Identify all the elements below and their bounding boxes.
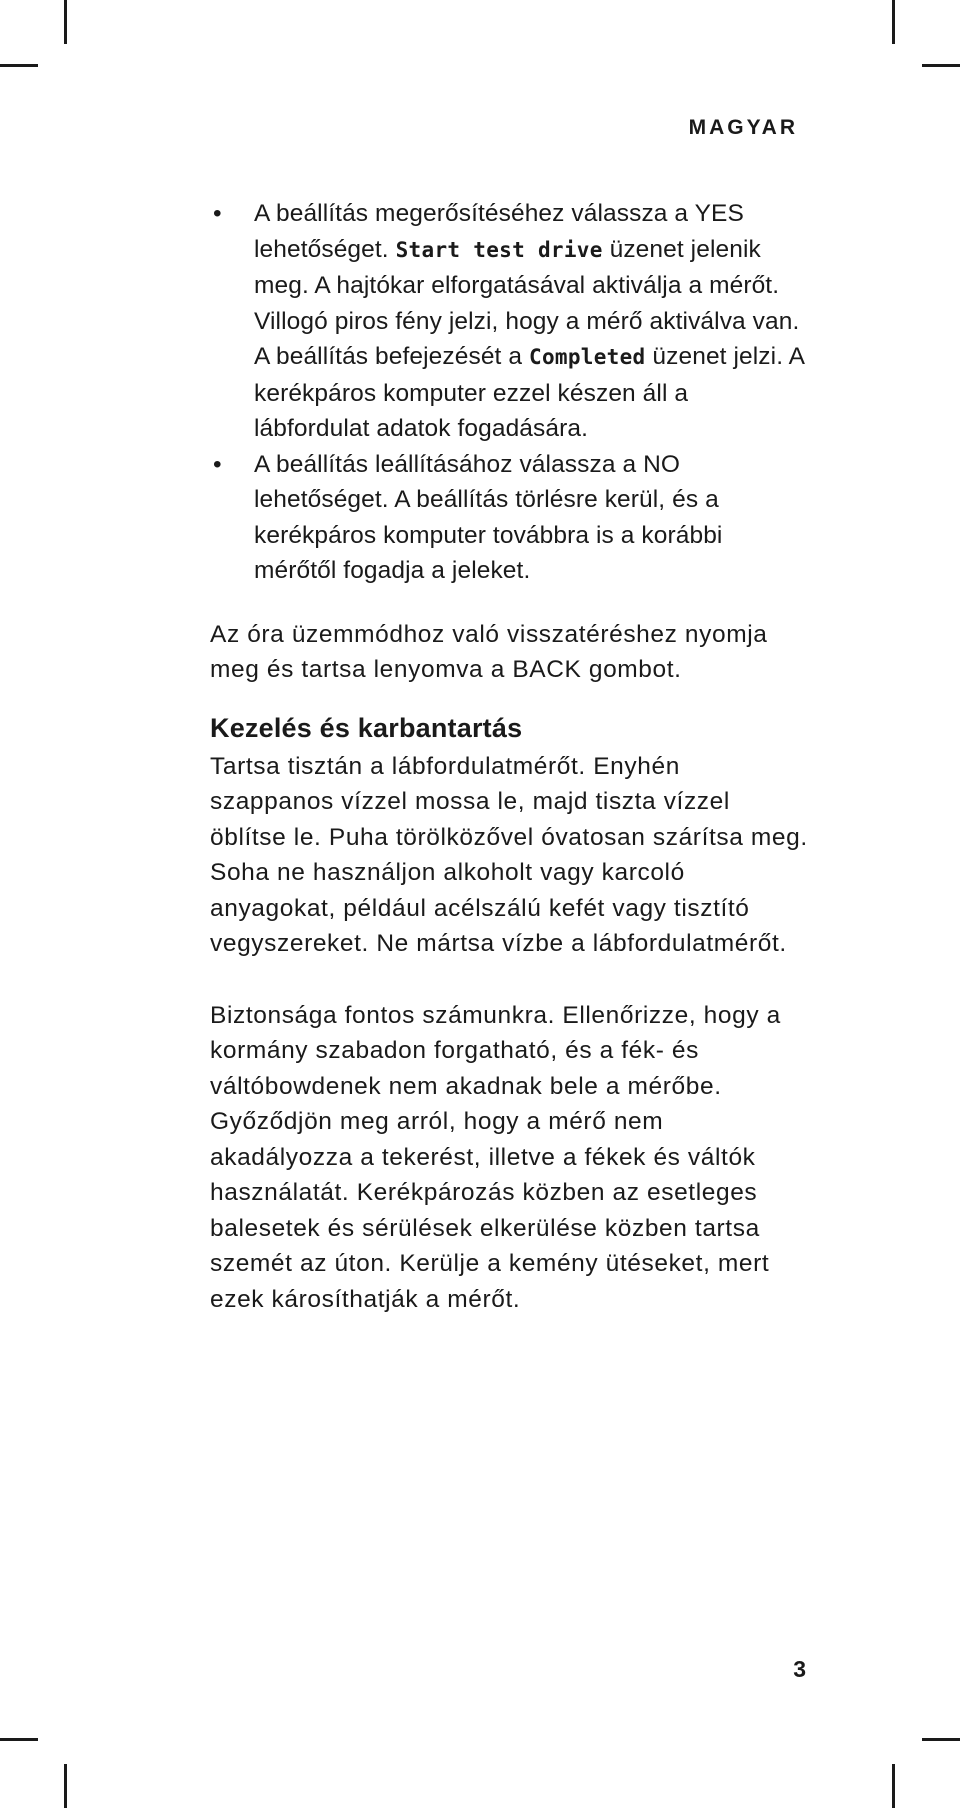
bullet-text: A beállítás leállításához válassza a NO lehetőséget. A beállítás törlésre kerül, és a kerékpáros komputer továbbra is a korábbi mérőtől fogadja a jeleket. [254, 450, 723, 584]
bullet-item [210, 447, 810, 589]
crop-mark-bottom-left-vertical [64, 1764, 67, 1808]
bullet-text: üzenet jelenik meg. A hajtókar elforgatásával aktiválja a mérőt. Villogó piros fény jelzi, hogy a mérő aktiválva van. A beállítás befejezését a [254, 235, 800, 370]
safety-paragraph: Biztonsága fontos számunkra. Ellenőrizze, hogy a kormány szabadon forgatható, és a fék- és váltóbowdenek nem akadnak bele a mérőbe. Győződjön meg arról, hogy a mérő nem akadályozza a tekerést, illetve a fékek és váltók használatát. Kerékpározás közben az esetleges balesetek és sérülések elkerülése közben tartsa szemét az úton. Kerülje a kemény ütéseket, mert ezek károsíthatják a mérőt. [210, 1001, 781, 1313]
back-button-paragraph: Az óra üzemmódhoz való visszatéréshez nyomja meg és tartsa lenyomva a BACK gombot. [210, 620, 768, 683]
crop-mark-top-right-horizontal [922, 64, 960, 67]
instruction-bullet-list [210, 196, 810, 589]
display-message-text: Completed [529, 345, 646, 369]
page-content [210, 196, 810, 1317]
bullet-text: üzenet jelzi. A kerékpáros komputer ezzel készen áll a lábfordulat adatok fogadására. [254, 343, 804, 442]
crop-mark-bottom-left-horizontal [0, 1738, 38, 1741]
crop-mark-top-left-vertical [64, 0, 67, 44]
section-language-label: MAGYAR [688, 116, 798, 139]
bullet-text: A beállítás megerősítéséhez válassza a YES lehetőséget. [254, 200, 744, 263]
care-paragraph: Tartsa tisztán a lábfordulatmérőt. Enyhén szappanos vízzel mossa le, majd tiszta vízzel öblítse le. Puha törölközővel óvatosan szárítsa meg. Soha ne használjon alkoholt vagy karcoló anyagokat, például acélszálú kefét vagy tisztító vegyszereket. Ne mártsa vízbe a lábfordulatmérőt. [210, 752, 808, 957]
crop-mark-bottom-right-vertical [892, 1764, 895, 1808]
display-message-text: Start test drive [395, 237, 603, 262]
page-number: 3 [793, 1656, 806, 1682]
care-heading: Kezelés és karbantartás [210, 712, 523, 743]
bullet-item [210, 196, 810, 447]
crop-mark-top-right-vertical [892, 0, 895, 44]
crop-mark-top-left-horizontal [0, 64, 38, 67]
crop-mark-bottom-right-horizontal [922, 1738, 960, 1741]
